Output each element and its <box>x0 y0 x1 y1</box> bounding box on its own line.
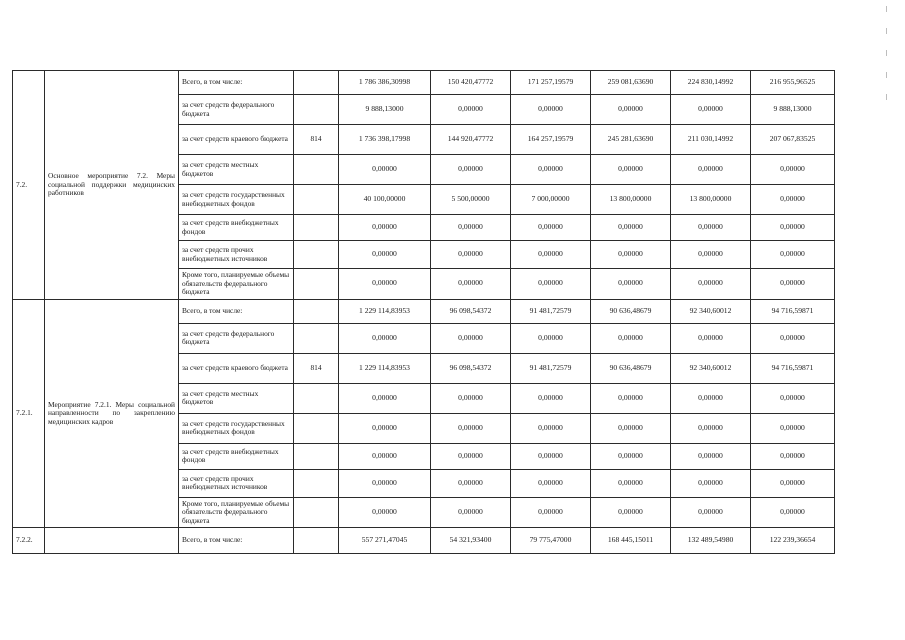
funding-source: за счет средств государственных внебюджетных фондов <box>179 185 294 215</box>
amount-cell: 0,00000 <box>751 469 835 497</box>
amount-cell: 207 067,83525 <box>751 125 835 155</box>
funding-source: за счет средств государственных внебюджетных фондов <box>179 413 294 443</box>
amount-cell: 0,00000 <box>511 155 591 185</box>
amount-cell: 211 030,14992 <box>671 125 751 155</box>
amount-cell: 0,00000 <box>591 323 671 353</box>
amount-cell: 9 888,13000 <box>751 95 835 125</box>
amount-cell: 0,00000 <box>431 215 511 241</box>
amount-cell: 13 800,00000 <box>591 185 671 215</box>
amount-cell: 224 830,14992 <box>671 71 751 95</box>
amount-cell: 0,00000 <box>511 443 591 469</box>
amount-cell: 90 636,48679 <box>591 299 671 323</box>
funding-source: за счет средств внебюджетных фондов <box>179 443 294 469</box>
amount-cell: 0,00000 <box>511 323 591 353</box>
amount-cell: 0,00000 <box>591 497 671 528</box>
amount-cell: 557 271,47045 <box>339 528 431 554</box>
grbs-code <box>294 443 339 469</box>
amount-cell: 96 098,54372 <box>431 299 511 323</box>
grbs-code <box>294 215 339 241</box>
amount-cell: 79 775,47000 <box>511 528 591 554</box>
activity-code: 7.2. <box>13 71 45 300</box>
grbs-code <box>294 497 339 528</box>
amount-cell: 0,00000 <box>339 269 431 300</box>
amount-cell: 91 481,72579 <box>511 299 591 323</box>
amount-cell: 245 281,63690 <box>591 125 671 155</box>
grbs-code <box>294 185 339 215</box>
amount-cell: 1 736 398,17998 <box>339 125 431 155</box>
amount-cell: 0,00000 <box>751 413 835 443</box>
amount-cell: 0,00000 <box>751 269 835 300</box>
grbs-code <box>294 323 339 353</box>
funding-source: за счет средств краевого бюджета <box>179 125 294 155</box>
amount-cell: 0,00000 <box>511 241 591 269</box>
amount-cell: 5 500,00000 <box>431 185 511 215</box>
amount-cell: 1 786 386,30998 <box>339 71 431 95</box>
amount-cell: 0,00000 <box>431 413 511 443</box>
activity-title: Основное мероприятие 7.2. Меры социальной поддержки медицинских работников <box>45 71 179 300</box>
table-row <box>13 71 835 95</box>
amount-cell: 0,00000 <box>671 469 751 497</box>
amount-cell: 0,00000 <box>339 469 431 497</box>
amount-cell: 0,00000 <box>431 241 511 269</box>
funding-source: за счет средств внебюджетных фондов <box>179 215 294 241</box>
amount-cell: 168 445,15011 <box>591 528 671 554</box>
grbs-code <box>294 269 339 300</box>
amount-cell: 0,00000 <box>591 413 671 443</box>
funding-source: Всего, в том числе: <box>179 299 294 323</box>
amount-cell: 0,00000 <box>591 269 671 300</box>
funding-source: за счет средств местных бюджетов <box>179 383 294 413</box>
amount-cell: 0,00000 <box>431 323 511 353</box>
amount-cell: 164 257,19579 <box>511 125 591 155</box>
amount-cell: 0,00000 <box>511 269 591 300</box>
grbs-code <box>294 528 339 554</box>
grbs-code <box>294 71 339 95</box>
amount-cell: 0,00000 <box>751 443 835 469</box>
grbs-code <box>294 413 339 443</box>
amount-cell: 0,00000 <box>751 185 835 215</box>
funding-source: за счет средств краевого бюджета <box>179 353 294 383</box>
amount-cell: 0,00000 <box>339 155 431 185</box>
funding-source: Всего, в том числе: <box>179 71 294 95</box>
amount-cell: 0,00000 <box>339 323 431 353</box>
amount-cell: 144 920,47772 <box>431 125 511 155</box>
amount-cell: 54 321,93400 <box>431 528 511 554</box>
funding-source: за счет средств прочих внебюджетных источников <box>179 241 294 269</box>
amount-cell: 0,00000 <box>671 95 751 125</box>
amount-cell: 150 420,47772 <box>431 71 511 95</box>
grbs-code: 814 <box>294 125 339 155</box>
amount-cell: 0,00000 <box>671 443 751 469</box>
amount-cell: 0,00000 <box>431 383 511 413</box>
amount-cell: 0,00000 <box>671 413 751 443</box>
amount-cell: 0,00000 <box>591 241 671 269</box>
funding-source: Кроме того, планируемые объемы обязательств федерального бюджета <box>179 269 294 300</box>
amount-cell: 1 229 114,83953 <box>339 299 431 323</box>
amount-cell: 0,00000 <box>339 413 431 443</box>
amount-cell: 0,00000 <box>431 497 511 528</box>
amount-cell: 7 000,00000 <box>511 185 591 215</box>
amount-cell: 92 340,60012 <box>671 353 751 383</box>
amount-cell: 40 100,00000 <box>339 185 431 215</box>
amount-cell: 0,00000 <box>339 497 431 528</box>
budget-table <box>12 70 835 554</box>
grbs-code <box>294 469 339 497</box>
funding-source: за счет средств федерального бюджета <box>179 95 294 125</box>
amount-cell: 0,00000 <box>751 497 835 528</box>
amount-cell: 94 716,59871 <box>751 299 835 323</box>
amount-cell: 0,00000 <box>751 155 835 185</box>
amount-cell: 1 229 114,83953 <box>339 353 431 383</box>
table-row <box>13 299 835 323</box>
amount-cell: 0,00000 <box>591 215 671 241</box>
amount-cell: 0,00000 <box>591 155 671 185</box>
amount-cell: 0,00000 <box>751 215 835 241</box>
grbs-code <box>294 383 339 413</box>
activity-code: 7.2.2. <box>13 528 45 554</box>
amount-cell: 0,00000 <box>591 443 671 469</box>
amount-cell: 90 636,48679 <box>591 353 671 383</box>
amount-cell: 132 489,54980 <box>671 528 751 554</box>
activity-code: 7.2.1. <box>13 299 45 528</box>
amount-cell: 0,00000 <box>431 443 511 469</box>
amount-cell: 0,00000 <box>751 323 835 353</box>
amount-cell: 122 239,36654 <box>751 528 835 554</box>
amount-cell: 0,00000 <box>671 383 751 413</box>
grbs-code <box>294 241 339 269</box>
amount-cell: 0,00000 <box>511 469 591 497</box>
amount-cell: 0,00000 <box>511 413 591 443</box>
amount-cell: 0,00000 <box>339 383 431 413</box>
amount-cell: 0,00000 <box>671 323 751 353</box>
grbs-code: 814 <box>294 353 339 383</box>
amount-cell: 0,00000 <box>431 269 511 300</box>
activity-title: Мероприятие 7.2.1. Меры социальной направленности по закреплению медицинских кадров <box>45 299 179 528</box>
page-edge-marks <box>885 6 889 136</box>
amount-cell: 0,00000 <box>591 469 671 497</box>
amount-cell: 0,00000 <box>591 95 671 125</box>
amount-cell: 0,00000 <box>511 95 591 125</box>
amount-cell: 0,00000 <box>751 241 835 269</box>
amount-cell: 0,00000 <box>671 215 751 241</box>
activity-title <box>45 528 179 554</box>
amount-cell: 0,00000 <box>671 497 751 528</box>
amount-cell: 13 800,00000 <box>671 185 751 215</box>
budget-sheet <box>12 70 835 554</box>
amount-cell: 0,00000 <box>511 215 591 241</box>
amount-cell: 0,00000 <box>431 95 511 125</box>
amount-cell: 0,00000 <box>671 155 751 185</box>
amount-cell: 216 955,96525 <box>751 71 835 95</box>
funding-source: за счет средств местных бюджетов <box>179 155 294 185</box>
funding-source: Всего, в том числе: <box>179 528 294 554</box>
funding-source: за счет средств федерального бюджета <box>179 323 294 353</box>
amount-cell: 0,00000 <box>431 155 511 185</box>
funding-source: Кроме того, планируемые объемы обязательств федерального бюджета <box>179 497 294 528</box>
amount-cell: 0,00000 <box>671 269 751 300</box>
amount-cell: 0,00000 <box>339 241 431 269</box>
amount-cell: 94 716,59871 <box>751 353 835 383</box>
amount-cell: 0,00000 <box>431 469 511 497</box>
amount-cell: 9 888,13000 <box>339 95 431 125</box>
grbs-code <box>294 155 339 185</box>
amount-cell: 0,00000 <box>751 383 835 413</box>
grbs-code <box>294 299 339 323</box>
amount-cell: 91 481,72579 <box>511 353 591 383</box>
amount-cell: 0,00000 <box>671 241 751 269</box>
funding-source: за счет средств прочих внебюджетных источников <box>179 469 294 497</box>
amount-cell: 96 098,54372 <box>431 353 511 383</box>
amount-cell: 0,00000 <box>591 383 671 413</box>
amount-cell: 0,00000 <box>511 497 591 528</box>
amount-cell: 92 340,60012 <box>671 299 751 323</box>
grbs-code <box>294 95 339 125</box>
amount-cell: 0,00000 <box>339 215 431 241</box>
amount-cell: 171 257,19579 <box>511 71 591 95</box>
amount-cell: 259 081,63690 <box>591 71 671 95</box>
table-row <box>13 528 835 554</box>
amount-cell: 0,00000 <box>511 383 591 413</box>
amount-cell: 0,00000 <box>339 443 431 469</box>
